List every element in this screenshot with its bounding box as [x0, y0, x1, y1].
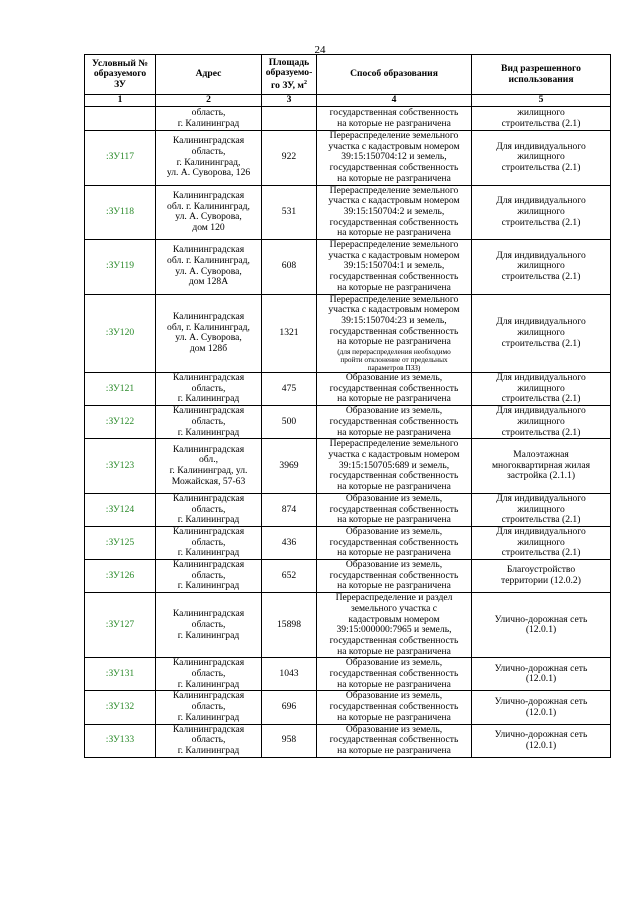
- address-cell: Калининградская область, г. Калининград: [156, 406, 262, 439]
- table-row: [85, 724, 611, 757]
- zu-cell: :ЗУ127: [85, 593, 156, 658]
- area-cell: 1321: [262, 294, 317, 373]
- use-cell: Для индивидуального жилищного строительства (2.1): [472, 526, 611, 559]
- header-area: [262, 55, 317, 95]
- area-cell: 958: [262, 724, 317, 757]
- method-cell: Образование из земель, государственная собственность на которые не разграничена: [317, 373, 472, 406]
- zu-cell: :ЗУ118: [85, 185, 156, 240]
- use-cell: Для индивидуального жилищного строительства (2.1): [472, 373, 611, 406]
- address-cell: Калининградская область, г. Калининград: [156, 724, 262, 757]
- zu-cell: :ЗУ124: [85, 493, 156, 526]
- area-cell: 608: [262, 240, 317, 295]
- area-cell: 3969: [262, 439, 317, 494]
- table-row-continuation: [85, 107, 611, 131]
- address-cell: область, г. Калининград: [156, 107, 262, 131]
- use-cell: жилищного строительства (2.1): [472, 107, 611, 131]
- zu-cell: :ЗУ125: [85, 526, 156, 559]
- address-cell: Калининградская область, г. Калининград: [156, 691, 262, 724]
- header-area-superscript: 2: [303, 80, 307, 86]
- method-cell: [317, 294, 472, 373]
- table-row: [85, 439, 611, 494]
- area-cell: [262, 107, 317, 131]
- method-cell: Перераспределение земельного участка с кадастровым номером 39:15:150704:1 и земель, государственная собственность на которые не разграничена: [317, 240, 472, 295]
- table-row: [85, 406, 611, 439]
- zu-cell: :ЗУ121: [85, 373, 156, 406]
- address-cell: Калининградская обл. г. Калининград, ул. А. Суворова, дом 128А: [156, 240, 262, 295]
- area-cell: 696: [262, 691, 317, 724]
- table-row: [85, 373, 611, 406]
- header-permitted-use: Вид разрешенного использования: [472, 55, 611, 95]
- zu-cell: [85, 107, 156, 131]
- use-cell: Для индивидуального жилищного строительства (2.1): [472, 185, 611, 240]
- address-cell: Калининградская область, г. Калининград: [156, 373, 262, 406]
- area-cell: 652: [262, 560, 317, 593]
- area-cell: 436: [262, 526, 317, 559]
- use-cell: Для индивидуального жилищного строительства (2.1): [472, 406, 611, 439]
- use-cell: Для индивидуального жилищного строительства (2.1): [472, 240, 611, 295]
- use-cell: Для индивидуального жилищного строительства (2.1): [472, 493, 611, 526]
- area-cell: 15898: [262, 593, 317, 658]
- table-row: [85, 560, 611, 593]
- table-header-row: [85, 55, 611, 95]
- land-plots-table: [84, 54, 611, 758]
- zu-cell: :ЗУ120: [85, 294, 156, 373]
- method-cell: Перераспределение земельного участка с кадастровым номером 39:15:150704:12 и земель, государственная собственность на которые не разграничена: [317, 131, 472, 186]
- method-cell: Образование из земель, государственная собственность на которые не разграничена: [317, 691, 472, 724]
- zu-cell: :ЗУ133: [85, 724, 156, 757]
- method-cell: Перераспределение земельного участка с кадастровым номером 39:15:150704:2 и земель, государственная собственность на которые не разграничена: [317, 185, 472, 240]
- address-cell: Калининградская область, г. Калининград: [156, 493, 262, 526]
- use-cell: Для индивидуального жилищного строительства (2.1): [472, 294, 611, 373]
- area-cell: 922: [262, 131, 317, 186]
- column-number-row: [85, 95, 611, 107]
- table-row: [85, 658, 611, 691]
- method-note: (для перераспределения необходимо пройти отклонение от предельных параметров ПЗЗ): [337, 347, 451, 373]
- address-cell: Калининградская обл. г. Калининград, ул. А. Суворова, дом 120: [156, 185, 262, 240]
- header-area-text: Площадь образуемо-го ЗУ, м: [265, 56, 313, 92]
- column-number: 2: [156, 95, 262, 107]
- method-cell: Образование из земель, государственная собственность на которые не разграничена: [317, 406, 472, 439]
- table-row: [85, 493, 611, 526]
- use-cell: Улично-дорожная сеть (12.0.1): [472, 658, 611, 691]
- method-cell: Перераспределение и раздел земельного участка с кадастровым номером 39:15:000000:7965 и земель, государственная собственность на которые не разграничена: [317, 593, 472, 658]
- table-row: [85, 526, 611, 559]
- column-number: 5: [472, 95, 611, 107]
- address-cell: Калининградская обл, г. Калининград, ул. А. Суворова, дом 128б: [156, 294, 262, 373]
- zu-cell: :ЗУ131: [85, 658, 156, 691]
- header-address: Адрес: [156, 55, 262, 95]
- page-number: 24: [314, 44, 326, 56]
- zu-cell: :ЗУ122: [85, 406, 156, 439]
- header-method: Способ образования: [317, 55, 472, 95]
- address-cell: Калининградская область, г. Калининград: [156, 593, 262, 658]
- method-cell: Образование из земель, государственная собственность на которые не разграничена: [317, 526, 472, 559]
- zu-cell: :ЗУ126: [85, 560, 156, 593]
- area-cell: 1043: [262, 658, 317, 691]
- use-cell: Улично-дорожная сеть (12.0.1): [472, 691, 611, 724]
- area-cell: 531: [262, 185, 317, 240]
- method-cell: государственная собственность на которые не разграничена: [317, 107, 472, 131]
- area-cell: 874: [262, 493, 317, 526]
- address-cell: Калининградская область, г. Калининград: [156, 526, 262, 559]
- method-cell: Образование из земель, государственная собственность на которые не разграничена: [317, 724, 472, 757]
- method-text: Перераспределение земельного участка с кадастровым номером 39:15:150704:23 и земель, государственная собственность на которые не разграничена: [328, 293, 460, 348]
- use-cell: Малоэтажная многоквартирная жилая застройка (2.1.1): [472, 439, 611, 494]
- column-number: 1: [85, 95, 156, 107]
- use-cell: Для индивидуального жилищного строительства (2.1): [472, 131, 611, 186]
- zu-cell: :ЗУ123: [85, 439, 156, 494]
- header-zu-number: Условный № образуемого ЗУ: [85, 55, 156, 95]
- table-row: [85, 691, 611, 724]
- address-cell: Калининградская область, г. Калининград: [156, 560, 262, 593]
- zu-cell: :ЗУ117: [85, 131, 156, 186]
- address-cell: Калининградская обл., г. Калининград, ул. Можайская, 57-63: [156, 439, 262, 494]
- area-cell: 500: [262, 406, 317, 439]
- method-cell: Образование из земель, государственная собственность на которые не разграничена: [317, 658, 472, 691]
- address-cell: Калининградская область, г. Калининград, ул. А. Суворова, 126: [156, 131, 262, 186]
- use-cell: Благоустройство территории (12.0.2): [472, 560, 611, 593]
- area-cell: 475: [262, 373, 317, 406]
- column-number: 4: [317, 95, 472, 107]
- use-cell: Улично-дорожная сеть (12.0.1): [472, 593, 611, 658]
- address-cell: Калининградская область, г. Калининград: [156, 658, 262, 691]
- column-number: 3: [262, 95, 317, 107]
- method-cell: Перераспределение земельного участка с кадастровым номером 39:15:150705:689 и земель, государственная собственность на которые не разграничена: [317, 439, 472, 494]
- zu-cell: :ЗУ119: [85, 240, 156, 295]
- table-row: [85, 185, 611, 240]
- method-cell: Образование из земель, государственная собственность на которые не разграничена: [317, 493, 472, 526]
- table-row: [85, 593, 611, 658]
- method-cell: Образование из земель, государственная собственность на которые не разграничена: [317, 560, 472, 593]
- table-row: [85, 294, 611, 373]
- zu-cell: :ЗУ132: [85, 691, 156, 724]
- table-row: [85, 240, 611, 295]
- use-cell: Улично-дорожная сеть (12.0.1): [472, 724, 611, 757]
- table-row: [85, 131, 611, 186]
